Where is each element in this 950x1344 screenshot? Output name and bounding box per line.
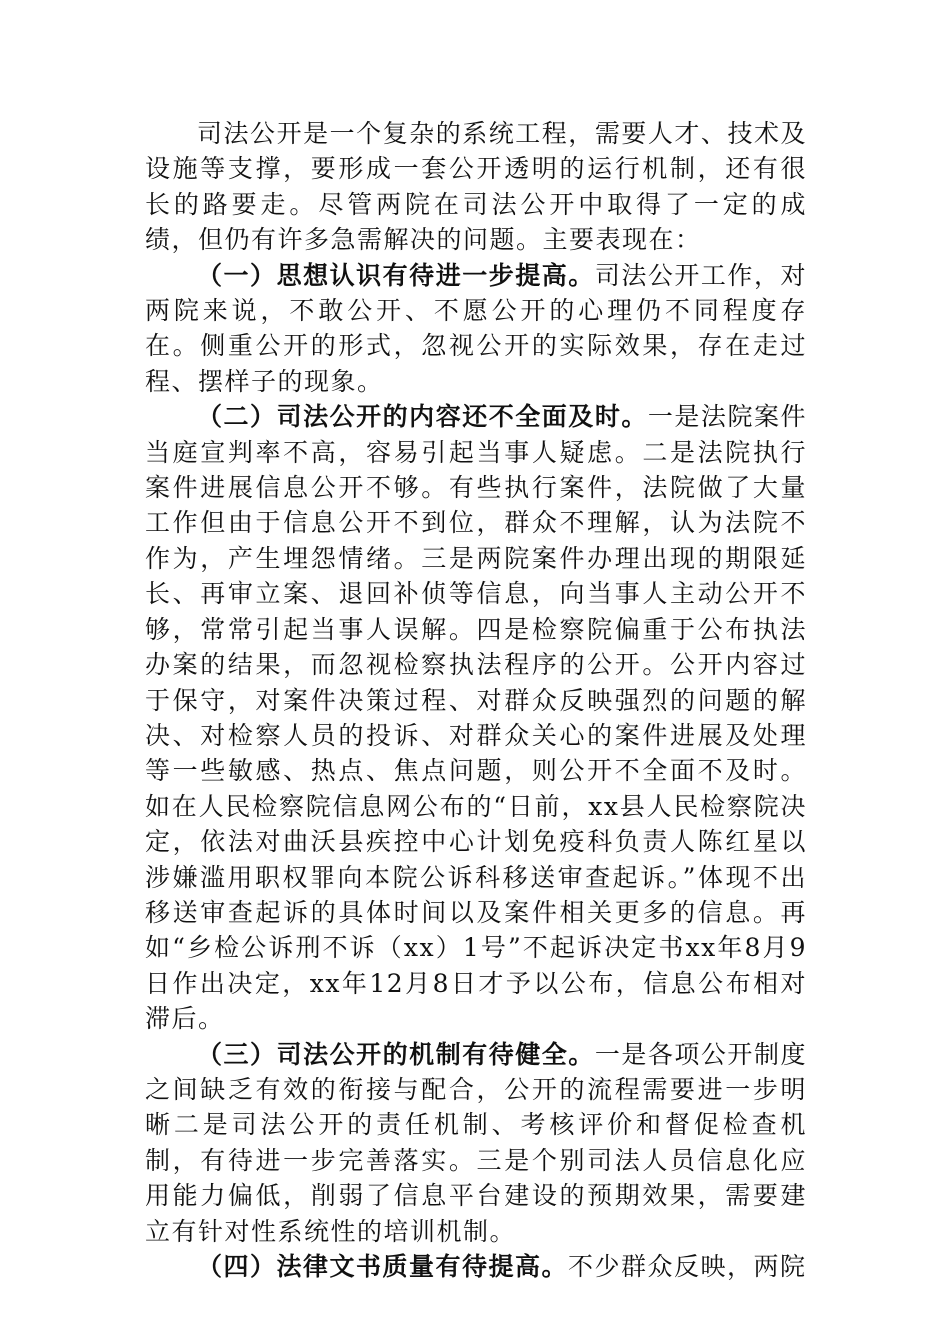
- section-heading: （二）司法公开的内容还不全面及时。: [197, 402, 648, 432]
- section-heading: （一）思想认识有待进一步提高。: [197, 260, 595, 290]
- paragraph-body: 司法公开工作，对两院来说，不敢公开、不愿公开的心理仍不同程度存在。侧重公开的形式，忽视公开的实际效果，存在走过程、摆样子的现象。: [145, 260, 807, 396]
- paragraph-section-4: [145, 1249, 807, 1284]
- section-heading: （三）司法公开的机制有待健全。: [197, 1039, 595, 1069]
- document-page: [145, 116, 807, 1284]
- paragraph-section-1: [145, 258, 807, 400]
- paragraph-section-2: [145, 399, 807, 1036]
- paragraph-section-3: [145, 1037, 807, 1249]
- section-heading: （四）法律文书质量有待提高。: [197, 1252, 569, 1281]
- paragraph-body: 一是法院案件当庭宣判率不高，容易引起当事人疑虑。二是法院执行案件进展信息公开不够。有些执行案件，法院做了大量工作但由于信息公开不到位，群众不理解，认为法院不作为，产生埋怨情绪。三是两院案件办理出现的期限延长、再审立案、退回补侦等信息，向当事人主动公开不够，常常引起当事人误解。四是检察院偏重于公布执法办案的结果，而忽视检察执法程序的公开。公开内容过于保守，对案件决策过程、对群众反映强烈的问题的解决、对检察人员的投诉、对群众关心的案件进展及处理等一些敏感、热点、焦点问题，则公开不全面不及时。如在人民检察院信息网公布的“日前，xx县人民检察院决定，依法对曲沃县疾控中心计划免疫科负责人陈红星以涉嫌滥用职权罪向本院公诉科移送审查起诉。”体现不出移送审查起诉的具体时间以及案件相关更多的信息。再如“乡检公诉刑不诉（xx）1号”不起诉决定书xx年8月9日作出决定，xx年12月8日才予以公布，信息公布相对滞后。: [145, 402, 807, 1034]
- paragraph-body: 司法公开是一个复杂的系统工程，需要人才、技术及设施等支撑，要形成一套公开透明的运行机制，还有很长的路要走。尽管两院在司法公开中取得了一定的成绩，但仍有许多急需解决的问题。主要表现在：: [145, 119, 807, 255]
- paragraph-body: 一是各项公开制度之间缺乏有效的衔接与配合，公开的流程需要进一步明晰二是司法公开的责任机制、考核评价和督促检查机制，有待进一步完善落实。三是个别司法人员信息化应用能力偏低，削弱了信息平台建设的预期效果，需要建立有针对性系统性的培训机制。: [145, 1039, 807, 1246]
- paragraph-intro: [145, 116, 807, 258]
- paragraph-body: 不少群众反映，两院: [568, 1252, 807, 1281]
